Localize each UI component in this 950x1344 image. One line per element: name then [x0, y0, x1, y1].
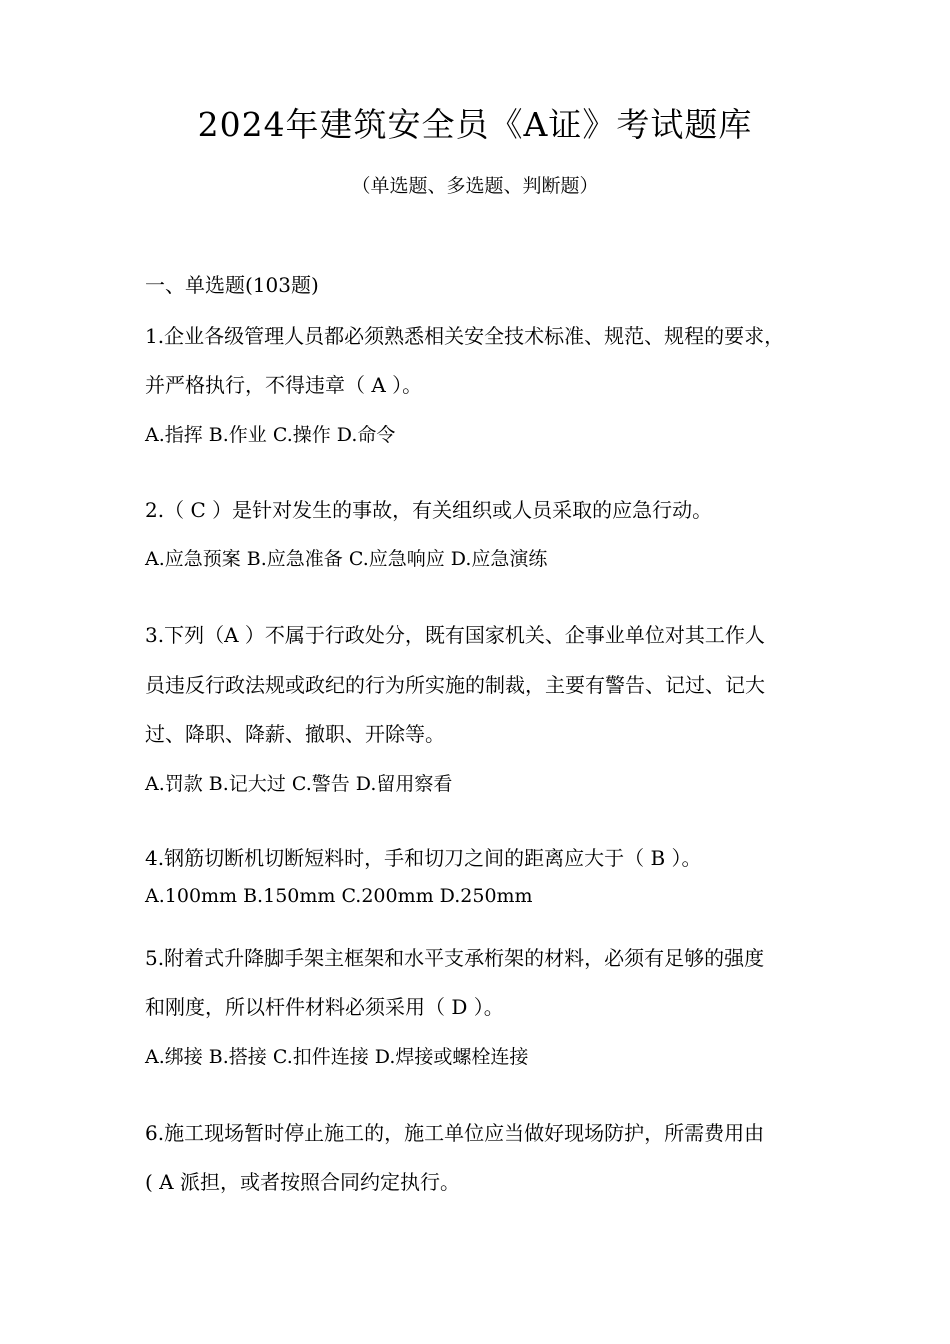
question-5-options: A.绑接 B.搭接 C.扣件连接 D.焊接或螺栓连接: [145, 1046, 529, 1068]
question-4-stem-line-1: 4.钢筋切断机切断短料时，手和切刀之间的距离应大于（ B ）。: [145, 846, 702, 870]
question-3-stem-line-2: 员违反行政法规或政纪的行为所实施的制裁，主要有警告、记过、记大: [145, 673, 765, 697]
question-6-stem-line-1: 6.施工现场暂时停止施工的，施工单位应当做好现场防护，所需费用由: [145, 1121, 765, 1145]
question-2-stem-line-1: 2.（ C ）是针对发生的事故，有关组织或人员采取的应急行动。: [145, 498, 713, 522]
question-3-stem-line-1: 3.下列（A ）不属于行政处分，既有国家机关、企事业单位对其工作人: [145, 623, 765, 647]
question-5-stem-line-2: 和刚度，所以杆件材料必须采用（ D ）。: [145, 995, 504, 1019]
question-5-stem-line-1: 5.附着式升降脚手架主框架和水平支承桁架的材料，必须有足够的强度: [145, 946, 765, 970]
question-3-stem-line-3: 过、降职、降薪、撤职、开除等。: [145, 722, 445, 746]
question-3-options: A.罚款 B.记大过 C.警告 D.留用察看: [145, 773, 453, 795]
question-1-stem-line-1: 1.企业各级管理人员都必须熟悉相关安全技术标准、规范、规程的要求，: [145, 324, 785, 348]
question-4-options: A.100mm B.150mm C.200mm D.250mm: [145, 885, 533, 907]
section-heading: 一、单选题(103题): [145, 273, 319, 297]
document-title: 2024年建筑安全员《A证》考试题库: [197, 105, 753, 144]
question-2-options: A.应急预案 B.应急准备 C.应急响应 D.应急演练: [145, 548, 548, 570]
question-1-options: A.指挥 B.作业 C.操作 D.命令: [145, 424, 396, 446]
question-1-stem-line-2: 并严格执行，不得违章（ A ）。: [145, 373, 423, 397]
question-6-stem-line-2: ( A 派担，或者按照合同约定执行。: [145, 1170, 460, 1194]
document-subtitle: （单选题、多选题、判断题）: [351, 175, 599, 197]
